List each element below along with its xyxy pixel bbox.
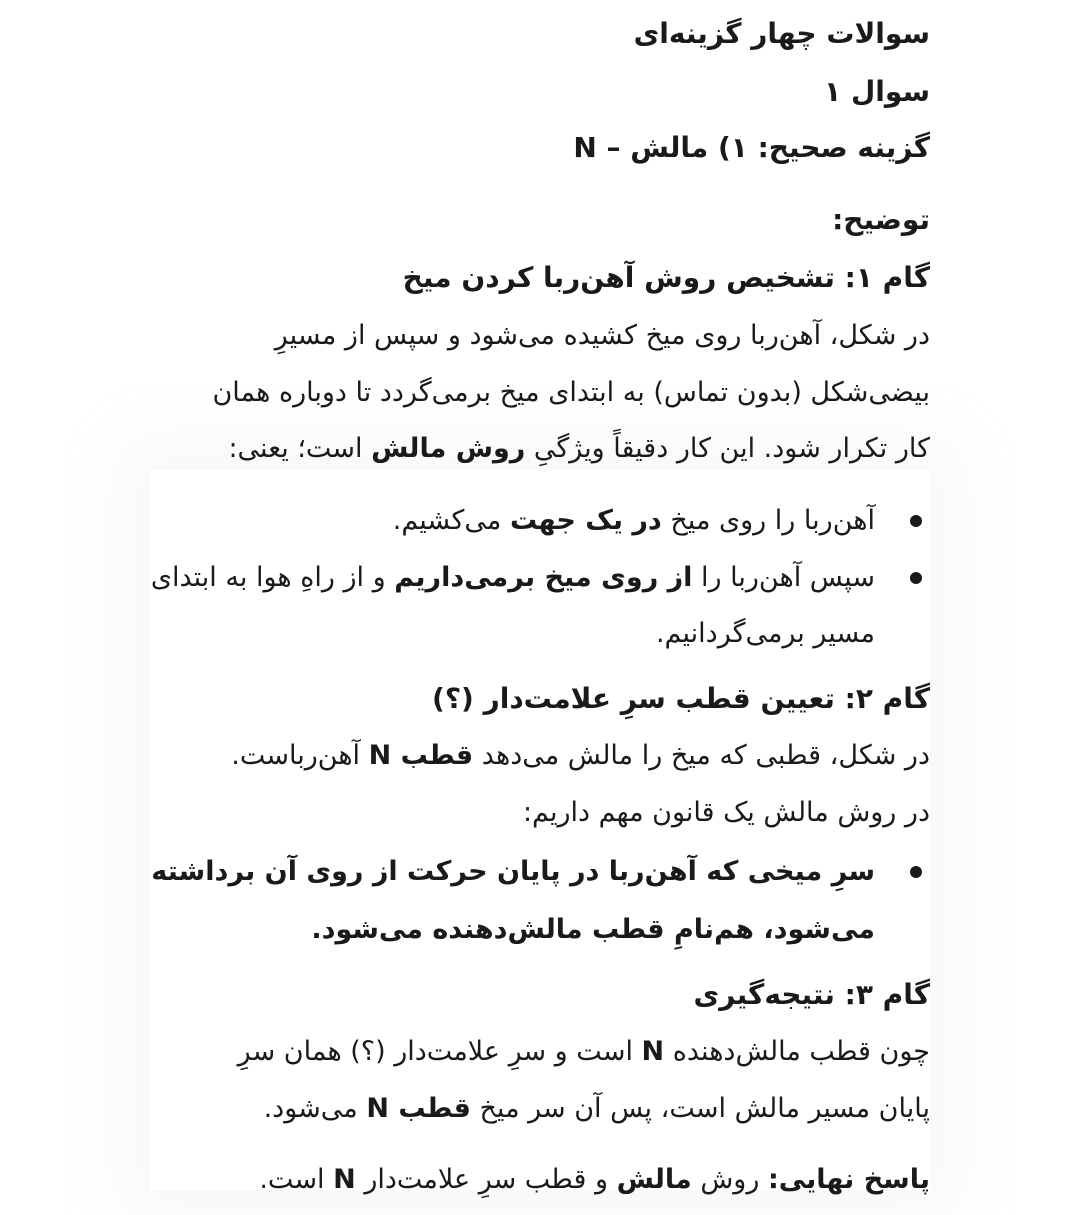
explanation-label: توضیح: [832, 203, 930, 236]
final-answer: پاسخ نهایی: روش مالش و قطب سرِ علامت‌دار N است. [259, 1164, 930, 1195]
step1-bullet1: آهن‌ربا را روی میخ در یک جهت می‌کشیم. [392, 505, 875, 536]
bullet-dot [910, 866, 922, 878]
step1-paragraph-line3: کار تکرار شود. این کار دقیقاً ویژگیِ روش مالش است؛ یعنی: [228, 433, 930, 464]
step2-bullet-line1: سرِ میخی که آهن‌ربا در پایان حرکت از روی آن برداشته [151, 856, 875, 887]
step2-heading: گام ۲: تعیین قطب سرِ علامت‌دار (؟) [432, 682, 930, 715]
bullet-dot [910, 572, 922, 584]
step2-bullet-line2: می‌شود، هم‌نامِ قطب مالش‌دهنده می‌شود. [311, 914, 875, 945]
step3-line2: پایان مسیر مالش است، پس آن سر میخ قطب N می‌شود. [263, 1093, 930, 1124]
bullet-dot [910, 515, 922, 527]
step1-paragraph-line1: در شکل، آهن‌ربا روی میخ کشیده می‌شود و سپس از مسیرِ [274, 320, 930, 351]
step1-heading: گام ۱: تشخیص روش آهن‌ربا کردن میخ [402, 261, 930, 294]
step1-bullet2-line1: سپس آهن‌ربا را از روی میخ برمی‌داریم و از راهِ هوا به ابتدای [150, 562, 875, 593]
step1-bullet2-line2: مسیر برمی‌گردانیم. [655, 618, 875, 649]
step3-line1: چون قطب مالش‌دهنده N است و سرِ علامت‌دار (؟) همان سرِ [237, 1036, 930, 1067]
step2-line2: در روش مالش یک قانون مهم داریم: [522, 797, 930, 828]
question-label: سوال ۱ [824, 75, 930, 108]
step1-paragraph-line2: بیضی‌شکل (بدون تماس) به ابتدای میخ برمی‌گردد تا دوباره همان [212, 377, 930, 408]
step3-heading: گام ۳: نتیجه‌گیری [693, 978, 930, 1011]
page-title: سوالات چهار گزینه‌ای [633, 17, 930, 50]
correct-answer-line: گزینه صحیح: ۱) مالش – N [573, 131, 930, 164]
step2-line1: در شکل، قطبی که میخ را مالش می‌دهد قطب N آهن‌رباست. [231, 740, 930, 771]
